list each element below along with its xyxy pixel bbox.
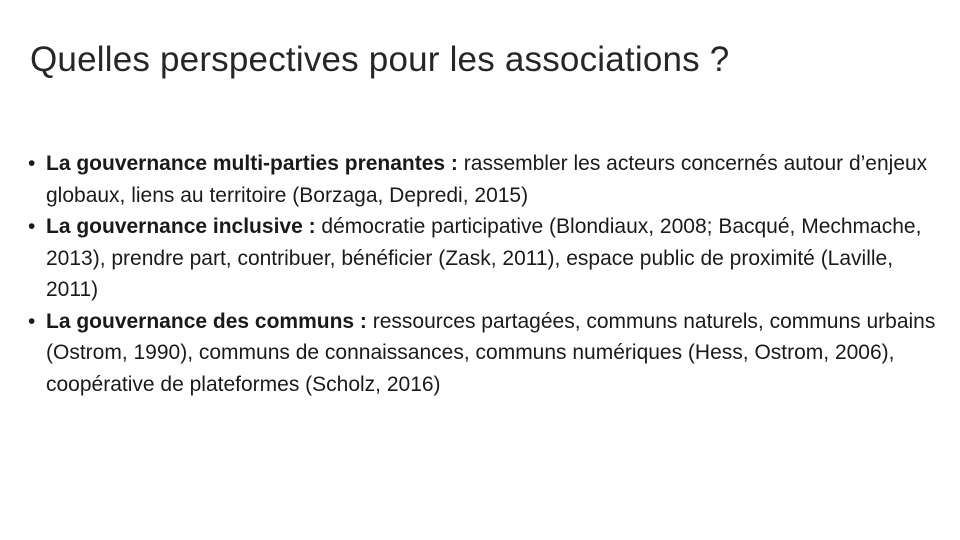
bullet-text: ressources partagées, communs naturels, communs urbains (Ostrom, 1990), communs de connaissances, communs numériques (Hess, Ostrom, 2006), coopérative de plateformes (Scholz, 2016)	[46, 309, 936, 396]
bullet-lead: La gouvernance multi-parties prenantes :	[46, 152, 458, 175]
bullet-dot-icon: •	[28, 215, 36, 238]
bullet-dot-icon: •	[28, 309, 36, 333]
bullet-item-multi-parties	[28, 148, 938, 211]
bullet-dot-icon: •	[28, 152, 36, 175]
slide-title: Quelles perspectives pour les associations ?	[30, 40, 730, 79]
bullet-item-communs	[28, 306, 938, 401]
bullet-text: rassembler les acteurs concernés autour d’enjeux globaux, liens au territoire (Borzaga, Depredi, 2015)	[46, 152, 928, 207]
bullet-lead: La gouvernance inclusive :	[46, 215, 316, 238]
bullet-lead: La gouvernance des communs :	[46, 309, 367, 333]
bullet-list	[28, 148, 938, 400]
bullet-item-inclusive	[28, 211, 938, 306]
bullet-text: démocratie participative (Blondiaux, 2008; Bacqué, Mechmache, 2013), prendre part, contribuer, bénéficier (Zask, 2011), espace public de proximité (Laville, 2011)	[46, 215, 922, 301]
